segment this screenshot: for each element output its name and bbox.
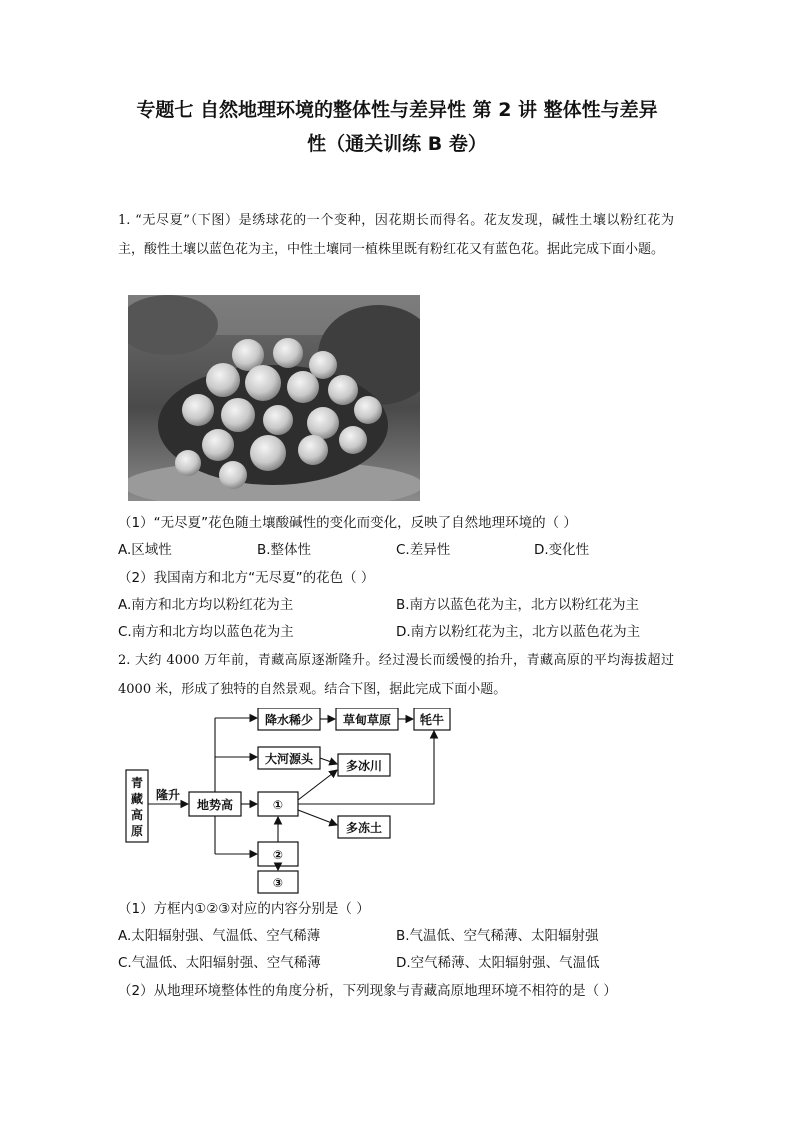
option-c[interactable]: C.气温低、太阳辐射强、空气稀薄 bbox=[118, 955, 321, 971]
q2-sub1-options-row1 bbox=[118, 925, 678, 947]
less-rain-label: 降水稀少 bbox=[264, 713, 314, 727]
plateau-char-3: 高 bbox=[130, 808, 144, 822]
glaciers-label: 多冰川 bbox=[345, 759, 383, 773]
option-b[interactable]: B.气温低、空气稀薄、太阳辐射强 bbox=[396, 928, 599, 944]
box-2-label: ② bbox=[272, 848, 284, 862]
q1-sub1-question: （1）“无尽夏”花色随土壤酸碱性的变化而变化，反映了自然地理环境的（ ） bbox=[118, 515, 577, 531]
option-a[interactable]: A.区域性 bbox=[118, 542, 172, 558]
option-d[interactable]: D.空气稀薄、太阳辐射强、气温低 bbox=[396, 955, 600, 971]
uplift-label: 隆升 bbox=[155, 788, 181, 802]
q1-sub2-question: （2）我国南方和北方“无尽夏”的花色（ ） bbox=[118, 570, 375, 586]
option-a[interactable]: A.南方和北方均以粉红花为主 bbox=[118, 597, 294, 613]
q2-stem: 2. 大约 4000 万年前，青藏高原逐渐隆升。经过漫长而缓慢的抬升，青藏高原的平均海拔超过 4000 米，形成了独特的自然景观。结合下图，据此完成下面小题。 bbox=[118, 653, 674, 697]
q1-stem: 1. “无尽夏”（下图）是绣球花的一个变种，因花期长而得名。花友发现，碱性土壤以粉红花为主，酸性土壤以蓝色花为主，中性土壤同一植株里既有粉红花又有蓝色花。据此完成下面小题。 bbox=[118, 213, 674, 257]
meadow-label: 草甸草原 bbox=[342, 713, 392, 727]
option-d[interactable]: D.南方以粉红花为主，北方以蓝色花为主 bbox=[396, 624, 641, 640]
plateau-char-2: 藏 bbox=[130, 792, 144, 806]
q1-sub2-options-row1 bbox=[118, 594, 678, 616]
plateau-char-4: 原 bbox=[130, 824, 144, 838]
box-3-label: ③ bbox=[272, 876, 284, 890]
box-1-label: ① bbox=[272, 798, 284, 812]
title-line-1: 专题七 自然地理环境的整体性与差异性 第 2 讲 整体性与差异 bbox=[136, 99, 658, 121]
option-d[interactable]: D.变化性 bbox=[534, 542, 590, 558]
option-c[interactable]: C.南方和北方均以蓝色花为主 bbox=[118, 624, 294, 640]
hydrangea-photo bbox=[128, 295, 420, 501]
plateau-flow-diagram bbox=[118, 708, 458, 894]
q1-sub1-options bbox=[118, 539, 678, 561]
q2-sub1-options-row2 bbox=[118, 952, 678, 974]
page-title bbox=[100, 93, 694, 161]
yak-label: 牦牛 bbox=[419, 713, 445, 727]
option-b[interactable]: B.整体性 bbox=[257, 542, 312, 558]
option-a[interactable]: A.太阳辐射强、气温低、空气稀薄 bbox=[118, 928, 321, 944]
option-c[interactable]: C.差异性 bbox=[396, 542, 451, 558]
permafrost-label: 多冻土 bbox=[345, 821, 383, 835]
title-line-2: 性（通关训练 B 卷） bbox=[307, 133, 487, 155]
plateau-char-1: 青 bbox=[130, 776, 144, 790]
option-b[interactable]: B.南方以蓝色花为主，北方以粉红花为主 bbox=[396, 597, 640, 613]
high-terrain-label: 地势高 bbox=[196, 798, 234, 812]
q2-sub1-question: （1）方框内①②③对应的内容分别是（ ） bbox=[118, 901, 370, 917]
q2-sub2-question: （2）从地理环境整体性的角度分析，下列现象与青藏高原地理环境不相符的是（ ） bbox=[118, 983, 617, 999]
river-source-label: 大河源头 bbox=[264, 752, 314, 766]
q1-sub2-options-row2 bbox=[118, 621, 678, 643]
